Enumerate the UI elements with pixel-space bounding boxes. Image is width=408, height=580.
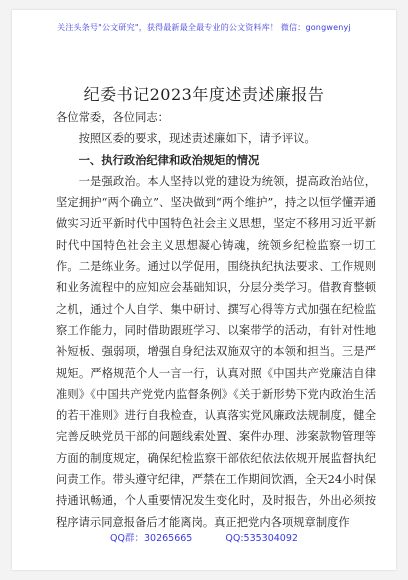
header-banner: 关注头条号"公文研究"，获得最新最全最专业的公文资料库！ 微信：gongwenyj [57,23,351,32]
footer-contact [12,530,396,544]
qq-group-text: QQ群：30265665 [110,533,193,544]
document-body [56,107,376,533]
qq-contact-text: QQ:535304092 [225,533,298,544]
document-page [12,10,396,570]
section-paragraph: 一是强政治。本人坚持以党的建设为统领，提高政治站位，坚定拥护“两个确立”、坚决做到“两个维护”，持之以恒学懂弄通做实习近平新时代中国特色社会主义思想，坚定不移用习近平新时代中国特色社会主义思想凝心铸魂，统领乡纪检监察一切工作。二是练业务。通过以学促用，围绕执纪执法要求、工作规则和业务流程中的应知应会基础知识，分层分类学习。借教育整顿之机，通过个人自学、集中研讨、撰写心得等方式加强在纪检监察工作能力，同时借助跟班学习、以案带学的活动，有针对性地补短板、强弱项，增强自身纪法双施双守的本领和担当。三是严规矩。严格规范个人一言一行，认真对照《中国共产党廉洁自律准则》《中国共产党党内监督条例》《关于新形势下党内政治生活的若干准则》进行自我检查，认真落实党风廉政法规制度，健全完善反映党员干部的问题线索处置、案件办理、涉案款物管理等方面的制度规定，确保纪检监察干部依纪依法依规开展监督执纪问责工作。带头遵守纪律，严禁在工作期间饮酒，全天24小时保持通讯畅通，个人重要情况发生变化时，及时报告，外出必须按程序请示同意报备后才能离岗。真正把党内各项规章制度作 [56,174,376,529]
document-title: 纪委书记2023年度述责述廉报告 [83,85,325,104]
salutation: 各位常委，各位同志： [56,111,169,124]
section-heading: 一、执行政治纪律和政治规矩的情况 [78,153,260,167]
intro-paragraph: 按照区委的要求，现述责述廉如下，请予评议。 [78,132,316,146]
